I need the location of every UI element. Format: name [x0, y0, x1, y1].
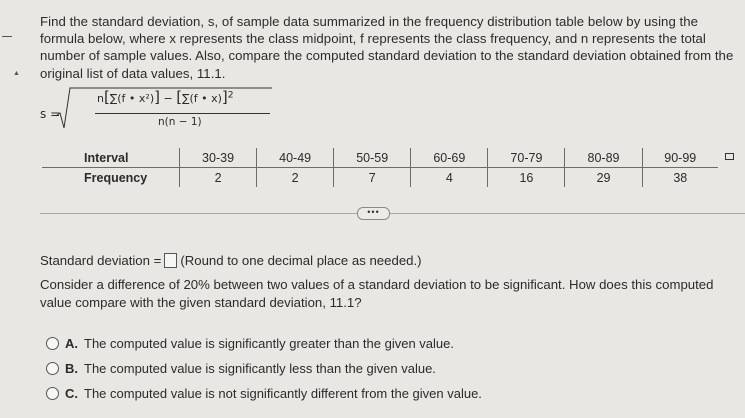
- interval-cell: 30-39: [180, 148, 257, 168]
- interval-cell: 40-49: [257, 148, 334, 168]
- option-a[interactable]: A. The computed value is significantly greater than the given value.: [46, 336, 454, 352]
- frequency-cell: 7: [334, 168, 411, 188]
- radio-button[interactable]: [46, 387, 59, 400]
- std-dev-formula: [40, 86, 280, 142]
- frequency-cell: 2: [180, 168, 257, 188]
- answer-label: Standard deviation =: [40, 253, 162, 268]
- frequency-cell: 38: [642, 168, 718, 188]
- section-divider: [40, 213, 745, 214]
- frequency-cell: 2: [257, 168, 334, 188]
- option-b[interactable]: B. The computed value is significantly less than the given value.: [46, 361, 436, 377]
- interval-cell: 70-79: [488, 148, 565, 168]
- radio-button[interactable]: [46, 337, 59, 350]
- interval-cell: 80-89: [565, 148, 642, 168]
- formula-denominator: n(n − 1): [158, 116, 202, 128]
- comparison-question: Consider a difference of 20% between two values of a standard deviation to be significant. How does this computed value compare with the given standard deviation, 11.1?: [40, 277, 714, 310]
- frequency-cell: 4: [411, 168, 488, 188]
- answer-hint: (Round to one decimal place as needed.): [180, 253, 422, 268]
- frequency-header: Frequency: [84, 170, 148, 185]
- formula-lhs: s =: [40, 107, 61, 121]
- copy-table-icon[interactable]: [725, 153, 734, 160]
- left-margin-mark: [2, 36, 12, 37]
- option-c[interactable]: C. The computed value is not significantly different from the given value.: [46, 386, 482, 402]
- radio-button[interactable]: [46, 362, 59, 375]
- interval-cell: 60-69: [411, 148, 488, 168]
- interval-cell: 50-59: [334, 148, 411, 168]
- interval-cell: 90-99: [642, 148, 718, 168]
- interval-row: [42, 148, 718, 168]
- frequency-table: [42, 148, 718, 187]
- answer-line: [40, 252, 422, 269]
- collapse-caret-icon[interactable]: ▲: [13, 70, 20, 77]
- frequency-row: [42, 168, 718, 188]
- fraction-bar: [95, 113, 270, 114]
- frequency-cell: 29: [565, 168, 642, 188]
- more-options-button[interactable]: •••: [357, 207, 390, 220]
- interval-header: Interval: [42, 148, 180, 168]
- problem-statement: Find the standard deviation, s, of sample data summarized in the frequency distribution table below by using the formula below, where x represents the class midpoint, f represents the class frequency, and n represents the total number of sample values. Also, compare the computed standard deviation to the standard deviation obtained from the original list of data values, 11.1.: [40, 14, 734, 81]
- std-dev-answer-input[interactable]: [164, 253, 177, 268]
- formula-numerator: n[∑(f • x²)] − [∑(f • x)]$^2$: [97, 88, 234, 106]
- frequency-cell: 16: [488, 168, 565, 188]
